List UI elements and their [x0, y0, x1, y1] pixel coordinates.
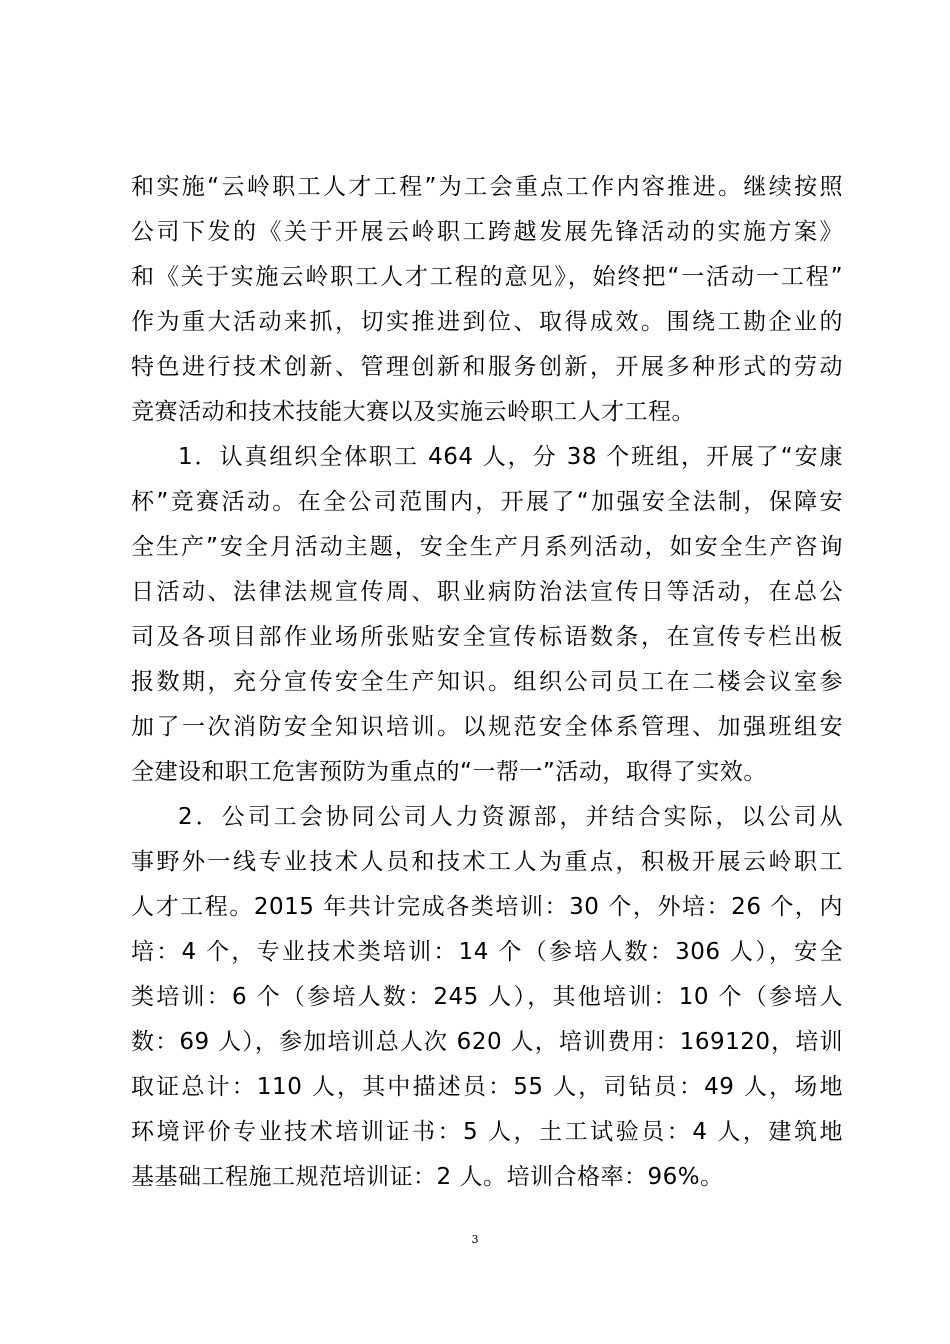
text-line: 杯”竞赛活动。在全公司范围内，开展了“加强安全法制，保障安	[131, 489, 843, 515]
text-line: 环境评价专业技术培训证书：5 人，土工试验员：4 人，建筑地	[131, 1119, 843, 1145]
text-line: 作为重大活动来抓，切实推进到位、取得成效。围绕工勘企业的	[131, 309, 843, 335]
text-line: 人才工程。2015 年共计完成各类培训：30 个，外培：26 个，内	[131, 894, 843, 920]
text-line: 基基础工程施工规范培训证：2 人。培训合格率：96%。	[131, 1164, 724, 1190]
text-line: 加了一次消防安全知识培训。以规范安全体系管理、加强班组安	[131, 714, 843, 740]
text-line: 全建设和职工危害预防为重点的“一帮一”活动，取得了实效。	[131, 759, 767, 785]
text-line: 2．公司工会协同公司人力资源部，并结合实际，以公司从	[178, 804, 843, 830]
text-line: 取证总计：110 人，其中描述员：55 人，司钻员：49 人，场地	[131, 1074, 843, 1100]
text-line: 和实施“云岭职工人才工程”为工会重点工作内容推进。继续按照	[131, 174, 843, 200]
text-line: 公司下发的《关于开展云岭职工跨越发展先锋活动的实施方案》	[131, 219, 843, 245]
text-line: 报数期，充分宣传安全生产知识。组织公司员工在二楼会议室参	[131, 669, 843, 695]
text-line: 类培训：6 个（参培人数：245 人），其他培训：10 个（参培人	[131, 984, 843, 1010]
text-line: 培：4 个，专业技术类培训：14 个（参培人数：306 人），安全	[131, 939, 843, 965]
text-line: 1．认真组织全体职工 464 人，分 38 个班组，开展了“安康	[178, 444, 843, 470]
text-line: 日活动、法律法规宣传周、职业病防治法宣传日等活动，在总公	[131, 579, 843, 605]
text-line: 全生产”安全月活动主题，安全生产月系列活动，如安全生产咨询	[131, 534, 843, 560]
text-line: 特色进行技术创新、管理创新和服务创新，开展多种形式的劳动	[131, 354, 843, 380]
page-number: 3	[471, 1233, 479, 1246]
text-line: 司及各项目部作业场所张贴安全宣传标语数条，在宣传专栏出板	[131, 624, 843, 650]
text-line: 事野外一线专业技术人员和技术工人为重点，积极开展云岭职工	[131, 849, 843, 875]
text-line: 数：69 人），参加培训总人次 620 人，培训费用：169120，培训	[131, 1029, 843, 1055]
text-line: 竞赛活动和技术技能大赛以及实施云岭职工人才工程。	[131, 399, 695, 425]
text-line: 和《关于实施云岭职工人才工程的意见》，始终把“一活动一工程”	[131, 264, 843, 290]
